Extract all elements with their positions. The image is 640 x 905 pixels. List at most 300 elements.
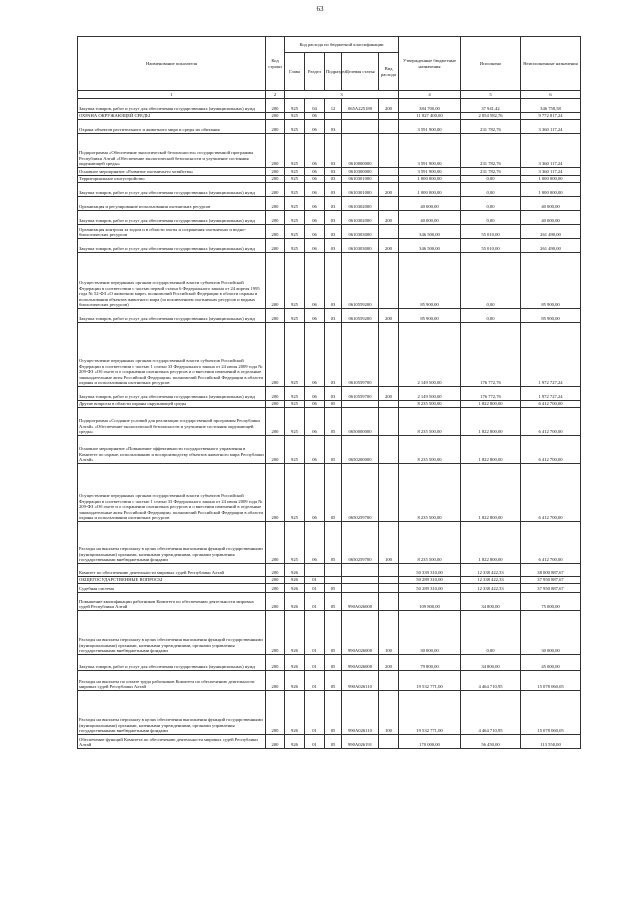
subsection-code: 03: [325, 387, 342, 401]
expense-type-code: [379, 253, 399, 309]
section-code: 06: [305, 309, 325, 323]
expense-type-code: [379, 564, 399, 577]
target-code: [342, 113, 379, 120]
section-code: 06: [305, 323, 325, 387]
unexecuted-amount: 6 412 700,00: [521, 408, 581, 436]
line-code: 200: [266, 577, 285, 584]
unexecuted-amount: 15 078 060,05: [521, 671, 581, 691]
executed-amount: 0,00: [461, 176, 521, 183]
table-row: [78, 99, 581, 113]
chapter-code: 925: [285, 239, 305, 253]
unexecuted-amount: 261 490,00: [521, 225, 581, 239]
executed-amount: 1 822 800,00: [461, 464, 521, 522]
subsection-code: 05: [325, 401, 342, 408]
row-name: Расходы на выплаты персоналу в целях обеспечения выполнения функций государственными (муниципальными) органами, казенными учреждениями, органами управления государственными внебюджетными фондами: [78, 522, 266, 564]
line-code: 200: [266, 691, 285, 735]
line-code: 200: [266, 134, 285, 168]
chapter-code: 925: [285, 183, 305, 197]
unexecuted-amount: 75 000,00: [521, 593, 581, 611]
table-row: [78, 584, 581, 593]
target-code: 0610301000: [342, 183, 379, 197]
table-row: [78, 655, 581, 671]
row-name: Комитет по обеспечению деятельности мировых судей Республики Алтай: [78, 564, 266, 577]
executed-amount: 231 782,76: [461, 134, 521, 168]
subsection-code: 05: [325, 464, 342, 522]
expense-type-code: [379, 735, 399, 749]
executed-amount: 1 822 800,00: [461, 401, 521, 408]
target-code: 0650200000: [342, 436, 379, 464]
table-row: [78, 593, 581, 611]
index-cell: 2: [266, 91, 285, 99]
chapter-code: 925: [285, 464, 305, 522]
target-code: 0650259700: [342, 464, 379, 522]
executed-amount: 231 782,76: [461, 120, 521, 134]
chapter-code: 925: [285, 408, 305, 436]
expense-type-code: 200: [379, 239, 399, 253]
line-code: 200: [266, 239, 285, 253]
section-code: 04: [305, 99, 325, 113]
target-code: 0610559700: [342, 323, 379, 387]
subsection-code: [325, 113, 342, 120]
header-line-code: Код строки: [266, 37, 285, 91]
section-code: 01: [305, 611, 325, 655]
executed-amount: 1 822 800,00: [461, 522, 521, 564]
chapter-code: 925: [285, 253, 305, 309]
executed-amount: 34 800,00: [461, 655, 521, 671]
row-name: Закупка товаров, работ и услуг для обеспечения государственных (муниципальных) нужд: [78, 387, 266, 401]
expense-type-code: [379, 584, 399, 593]
approved-amount: 8 235 500,00: [399, 436, 461, 464]
section-code: 06: [305, 401, 325, 408]
row-name: Судебная система: [78, 584, 266, 593]
unexecuted-amount: 6 412 700,00: [521, 464, 581, 522]
index-cell: 3: [285, 91, 399, 99]
target-code: [342, 584, 379, 593]
line-code: 200: [266, 464, 285, 522]
unexecuted-amount: 37 950 887,67: [521, 577, 581, 584]
table-row: [78, 464, 581, 522]
page-number: 63: [316, 5, 324, 13]
line-code: 200: [266, 584, 285, 593]
chapter-code: 926: [285, 691, 305, 735]
index-cell: 6: [521, 91, 581, 99]
approved-amount: 1 000 000,00: [399, 183, 461, 197]
executed-amount: 4 464 710,95: [461, 691, 521, 735]
header-approved: Утвержденные бюджетные назначения: [399, 37, 461, 91]
line-code: 200: [266, 735, 285, 749]
approved-amount: 85 900,00: [399, 253, 461, 309]
executed-amount: 0,00: [461, 309, 521, 323]
table-row: [78, 323, 581, 387]
budget-execution-table: [77, 36, 581, 749]
table-row: [78, 309, 581, 323]
chapter-code: 925: [285, 134, 305, 168]
executed-amount: 12 338 422,33: [461, 564, 521, 577]
expense-type-code: 100: [379, 522, 399, 564]
table-header: [78, 37, 581, 91]
line-code: 200: [266, 655, 285, 671]
unexecuted-amount: 38 000 887,67: [521, 564, 581, 577]
approved-amount: 1 000 000,00: [399, 176, 461, 183]
subsection-code: 12: [325, 99, 342, 113]
header-target: Целевая статья: [342, 53, 379, 91]
approved-amount: 3 591 900,00: [399, 120, 461, 134]
header-budget-code: Код расхода по бюджетной классификации: [285, 37, 399, 53]
subsection-code: 03: [325, 176, 342, 183]
target-code: 0610300000: [342, 168, 379, 176]
expense-type-code: 200: [379, 183, 399, 197]
subsection-code: 03: [325, 168, 342, 176]
executed-amount: 0,00: [461, 197, 521, 211]
table-row: [78, 113, 581, 120]
target-code: 990A026191: [342, 735, 379, 749]
row-name: Территориальное охотустройство: [78, 176, 266, 183]
table-row: [78, 408, 581, 436]
subsection-code: 05: [325, 691, 342, 735]
target-code: [342, 401, 379, 408]
section-code: 06: [305, 211, 325, 225]
header-unexecuted: Неисполненные назначения: [521, 37, 581, 91]
line-code: 200: [266, 120, 285, 134]
executed-amount: 2 054 582,76: [461, 113, 521, 120]
subsection-code: 03: [325, 197, 342, 211]
table-row: [78, 253, 581, 309]
expense-type-code: 200: [379, 309, 399, 323]
target-code: 0610302000: [342, 211, 379, 225]
unexecuted-amount: 1 000 000,00: [521, 176, 581, 183]
unexecuted-amount: 261 490,00: [521, 239, 581, 253]
unexecuted-amount: 85 900,00: [521, 309, 581, 323]
expense-type-code: [379, 225, 399, 239]
row-name: Организация и регулирование использования охотничьих ресурсов: [78, 197, 266, 211]
approved-amount: 2 149 500,00: [399, 387, 461, 401]
chapter-code: 925: [285, 401, 305, 408]
expense-type-code: 100: [379, 691, 399, 735]
row-name: Подпрограмма «Создание условий для реализации государственной программы Республики Алтай» «Обеспечение экологической безопасности и улучшение состояния окружающей среды»: [78, 408, 266, 436]
chapter-code: 925: [285, 211, 305, 225]
target-code: 0610559700: [342, 387, 379, 401]
table-row: [78, 401, 581, 408]
section-code: 01: [305, 691, 325, 735]
section-code: 06: [305, 134, 325, 168]
table-row: [78, 387, 581, 401]
unexecuted-amount: 3 360 117,24: [521, 134, 581, 168]
row-name: Закупка товаров, работ и услуг для обеспечения государственных (муниципальных) нужд: [78, 211, 266, 225]
section-code: 06: [305, 436, 325, 464]
chapter-code: 926: [285, 584, 305, 593]
line-code: 200: [266, 522, 285, 564]
table-row: [78, 239, 581, 253]
section-code: 06: [305, 239, 325, 253]
table-row: [78, 522, 581, 564]
subsection-code: 03: [325, 225, 342, 239]
approved-amount: 85 900,00: [399, 309, 461, 323]
line-code: 200: [266, 401, 285, 408]
chapter-code: 925: [285, 176, 305, 183]
section-code: 01: [305, 655, 325, 671]
row-name: Расходы на выплаты по оплате труда работников Комитета по обеспечению деятельности мировых судей Республики Алтай: [78, 671, 266, 691]
chapter-code: 925: [285, 309, 305, 323]
row-name: Расходы на выплаты персоналу в целях обеспечения выполнения функций государственными (муниципальными) органами, казенными учреждениями, органами управления государственными внебюджетными фондами: [78, 691, 266, 735]
table-row: [78, 134, 581, 168]
target-code: 990A026110: [342, 671, 379, 691]
row-name: Закупка товаров, работ и услуг для обеспечения государственных (муниципальных) нужд: [78, 309, 266, 323]
section-code: 06: [305, 120, 325, 134]
row-name: Подпрограмма «Обеспечение экологической безопасности» государственной программы Республики Алтай «Обеспечение экологической безопасности и улучшение состояния окружающей среды»: [78, 134, 266, 168]
row-name: Осуществление переданных органам государственной власти субъектов Российской Федерации в соответствии с частью первой статьи 6 Федерального закона от 24 апреля 1995 года № 52-ФЗ «О животном мире» полномочий Российской Федерации в области охраны и использования объектов животного мира (за исключением охотничьих ресурсов и водных биологических ресурсов): [78, 253, 266, 309]
table-row: [78, 176, 581, 183]
executed-amount: 176 772,76: [461, 323, 521, 387]
approved-amount: 8 235 500,00: [399, 464, 461, 522]
unexecuted-amount: 9 772 817,24: [521, 113, 581, 120]
row-name: Организация контроля за ходом и в области охоты и сохранения охотничьих и водно-биологических ресурсов: [78, 225, 266, 239]
executed-amount: 34 800,00: [461, 593, 521, 611]
approved-amount: 50 289 310,00: [399, 584, 461, 593]
column-index-row: [78, 91, 581, 99]
unexecuted-amount: 6 412 700,00: [521, 522, 581, 564]
approved-amount: 30 000,00: [399, 611, 461, 655]
chapter-code: 925: [285, 387, 305, 401]
approved-amount: 50 289 310,00: [399, 577, 461, 584]
approved-amount: 19 532 771,00: [399, 671, 461, 691]
section-code: 06: [305, 253, 325, 309]
table-row: [78, 120, 581, 134]
subsection-code: [325, 577, 342, 584]
executed-amount: 0,00: [461, 183, 521, 197]
chapter-code: 926: [285, 735, 305, 749]
chapter-code: 926: [285, 655, 305, 671]
subsection-code: 05: [325, 408, 342, 436]
approved-amount: 11 827 400,00: [399, 113, 461, 120]
header-executed: Исполнено: [461, 37, 521, 91]
target-code: 990A026000: [342, 611, 379, 655]
section-code: 01: [305, 577, 325, 584]
line-code: 200: [266, 593, 285, 611]
chapter-code: 925: [285, 113, 305, 120]
unexecuted-amount: 6 412 700,00: [521, 401, 581, 408]
unexecuted-amount: 113 550,00: [521, 735, 581, 749]
section-code: 06: [305, 176, 325, 183]
approved-amount: 40 000,00: [399, 197, 461, 211]
row-name: Расходы на выплаты персоналу в целях обеспечения выполнения функций государственными (муниципальными) органами, казенными учреждениями, органами управления государственными внебюджетными фондами: [78, 611, 266, 655]
subsection-code: [325, 564, 342, 577]
target-code: 990A026110: [342, 691, 379, 735]
table-row: [78, 611, 581, 655]
table-row: [78, 211, 581, 225]
header-indicator: Наименование показателя: [78, 37, 266, 91]
expense-type-code: 200: [379, 99, 399, 113]
line-code: 200: [266, 564, 285, 577]
target-code: 0610303000: [342, 225, 379, 239]
table-row: [78, 225, 581, 239]
line-code: 200: [266, 436, 285, 464]
expense-type-code: [379, 593, 399, 611]
index-cell: 5: [461, 91, 521, 99]
chapter-code: 926: [285, 577, 305, 584]
section-code: 06: [305, 197, 325, 211]
expense-type-code: [379, 197, 399, 211]
approved-amount: 3 591 900,00: [399, 134, 461, 168]
line-code: 200: [266, 309, 285, 323]
unexecuted-amount: 45 000,00: [521, 655, 581, 671]
chapter-code: 925: [285, 323, 305, 387]
table-row: [78, 671, 581, 691]
row-name: Основное мероприятие «Повышение эффективности государственного управления в Комитете по охране, использованию и воспроизводству объектов животного мира Республики Алтай»: [78, 436, 266, 464]
expense-type-code: [379, 120, 399, 134]
table-row: [78, 436, 581, 464]
subsection-code: 05: [325, 593, 342, 611]
expense-type-code: [379, 401, 399, 408]
subsection-code: 05: [325, 584, 342, 593]
approved-amount: 50 339 310,00: [399, 564, 461, 577]
approved-amount: 79 800,00: [399, 655, 461, 671]
section-code: 06: [305, 225, 325, 239]
section-code: 06: [305, 387, 325, 401]
line-code: 200: [266, 168, 285, 176]
section-code: 06: [305, 408, 325, 436]
line-code: 200: [266, 99, 285, 113]
subsection-code: 03: [325, 253, 342, 309]
line-code: 200: [266, 225, 285, 239]
executed-amount: 55 010,00: [461, 239, 521, 253]
unexecuted-amount: 1 000 000,00: [521, 183, 581, 197]
section-code: [305, 564, 325, 577]
table-row: [78, 564, 581, 577]
executed-amount: 231 782,76: [461, 168, 521, 176]
target-code: 0610559200: [342, 309, 379, 323]
target-code: [342, 120, 379, 134]
table-body: [78, 91, 581, 749]
header-subsection: Подраздел: [325, 53, 342, 91]
line-code: 200: [266, 611, 285, 655]
line-code: 200: [266, 253, 285, 309]
row-name: Закупка товаров, работ и услуг для обеспечения государственных (муниципальных) нужд: [78, 99, 266, 113]
expense-type-code: [379, 323, 399, 387]
subsection-code: 03: [325, 309, 342, 323]
chapter-code: 926: [285, 593, 305, 611]
expense-type-code: [379, 134, 399, 168]
unexecuted-amount: 3 360 117,24: [521, 120, 581, 134]
table-row: [78, 735, 581, 749]
expense-type-code: 100: [379, 611, 399, 655]
row-name: Осуществление переданных органам государственной власти субъектов Российской Федерации в соответствии с частью 1 статьи 33 Федерального закона от 24 июля 2009 года № 209-ФЗ «Об охоте и о сохранении охотничьих ресурсов и о внесении изменений в отдельные законодательные акты Российской Федерации» полномочий Российской Федерации в области охраны и использования охотничьих ресурсов: [78, 464, 266, 522]
approved-amount: 8 235 500,00: [399, 408, 461, 436]
target-code: 990A026000: [342, 655, 379, 671]
subsection-code: 05: [325, 655, 342, 671]
line-code: 200: [266, 323, 285, 387]
expense-type-code: [379, 464, 399, 522]
unexecuted-amount: 1 972 727,24: [521, 387, 581, 401]
unexecuted-amount: 85 900,00: [521, 253, 581, 309]
row-name: Другие вопросы в области охраны окружающей среды: [78, 401, 266, 408]
row-name: Закупка товаров, работ и услуг для обеспечения государственных (муниципальных) нужд: [78, 239, 266, 253]
row-name: ОХРАНА ОКРУЖАЮЩЕЙ СРЕДЫ: [78, 113, 266, 120]
chapter-code: 926: [285, 611, 305, 655]
subsection-code: 05: [325, 522, 342, 564]
chapter-code: 925: [285, 168, 305, 176]
approved-amount: 8 235 500,00: [399, 401, 461, 408]
line-code: 200: [266, 387, 285, 401]
subsection-code: 03: [325, 120, 342, 134]
header-section: Раздел: [305, 53, 325, 91]
approved-amount: 346 500,00: [399, 225, 461, 239]
row-name: Охрана объектов растительного и животного мира и среды их обитания: [78, 120, 266, 134]
executed-amount: 1 822 800,00: [461, 408, 521, 436]
unexecuted-amount: 346 758,58: [521, 99, 581, 113]
section-code: 01: [305, 735, 325, 749]
approved-amount: 2 149 500,00: [399, 323, 461, 387]
target-code: [342, 564, 379, 577]
row-name: Закупка товаров, работ и услуг для обеспечения государственных (муниципальных) нужд: [78, 655, 266, 671]
chapter-code: 925: [285, 99, 305, 113]
index-cell: 1: [78, 91, 266, 99]
section-code: 06: [305, 464, 325, 522]
executed-amount: 0,00: [461, 211, 521, 225]
table-row: [78, 577, 581, 584]
table-row: [78, 691, 581, 735]
chapter-code: 925: [285, 197, 305, 211]
unexecuted-amount: 30 000,00: [521, 611, 581, 655]
subsection-code: 05: [325, 611, 342, 655]
executed-amount: 0,00: [461, 253, 521, 309]
table-row: [78, 197, 581, 211]
target-code: 0650259700: [342, 522, 379, 564]
row-name: Осуществление переданных органам государственной власти субъектов Российской Федерации в соответствии с частью 1 статьи 33 Федерального закона от 24 июля 2009 года № 209-ФЗ «Об охоте и о сохранении охотничьих ресурсов и о внесении изменений в отдельные законодательные акты Российской Федерации» полномочий Российской Федерации в области охраны и использования охотничьих ресурсов: [78, 323, 266, 387]
expense-type-code: 200: [379, 655, 399, 671]
chapter-code: 925: [285, 436, 305, 464]
executed-amount: 0,00: [461, 611, 521, 655]
approved-amount: 3 591 900,00: [399, 168, 461, 176]
target-code: 0610301000: [342, 176, 379, 183]
line-code: 200: [266, 176, 285, 183]
chapter-code: 926: [285, 564, 305, 577]
executed-amount: 55 010,00: [461, 225, 521, 239]
approved-amount: 346 500,00: [399, 239, 461, 253]
unexecuted-amount: 40 000,00: [521, 197, 581, 211]
target-code: 990A026000: [342, 593, 379, 611]
executed-amount: 1 822 800,00: [461, 436, 521, 464]
target-code: 0610303000: [342, 239, 379, 253]
unexecuted-amount: 40 000,00: [521, 211, 581, 225]
index-cell: 4: [399, 91, 461, 99]
unexecuted-amount: 1 972 727,24: [521, 323, 581, 387]
line-code: 200: [266, 183, 285, 197]
line-code: 200: [266, 211, 285, 225]
line-code: 200: [266, 113, 285, 120]
expense-type-code: [379, 113, 399, 120]
line-code: 200: [266, 671, 285, 691]
target-code: 0610559200: [342, 253, 379, 309]
target-code: 065A225180: [342, 99, 379, 113]
line-code: 200: [266, 408, 285, 436]
section-code: 01: [305, 671, 325, 691]
approved-amount: 109 800,00: [399, 593, 461, 611]
unexecuted-amount: 15 078 060,05: [521, 691, 581, 735]
row-name: Повышение квалификации работников Комитета по обеспечению деятельности мировых судей Республики Алтай: [78, 593, 266, 611]
expense-type-code: [379, 408, 399, 436]
expense-type-code: [379, 671, 399, 691]
target-code: 0610000000: [342, 134, 379, 168]
approved-amount: 384 700,00: [399, 99, 461, 113]
subsection-code: 05: [325, 671, 342, 691]
approved-amount: 170 000,00: [399, 735, 461, 749]
row-name: Обеспечение функций Комитета по обеспечению деятельности мировых судей Республики Алтай: [78, 735, 266, 749]
subsection-code: 03: [325, 211, 342, 225]
chapter-code: 925: [285, 522, 305, 564]
subsection-code: 03: [325, 323, 342, 387]
section-code: 06: [305, 522, 325, 564]
table-row: [78, 168, 581, 176]
